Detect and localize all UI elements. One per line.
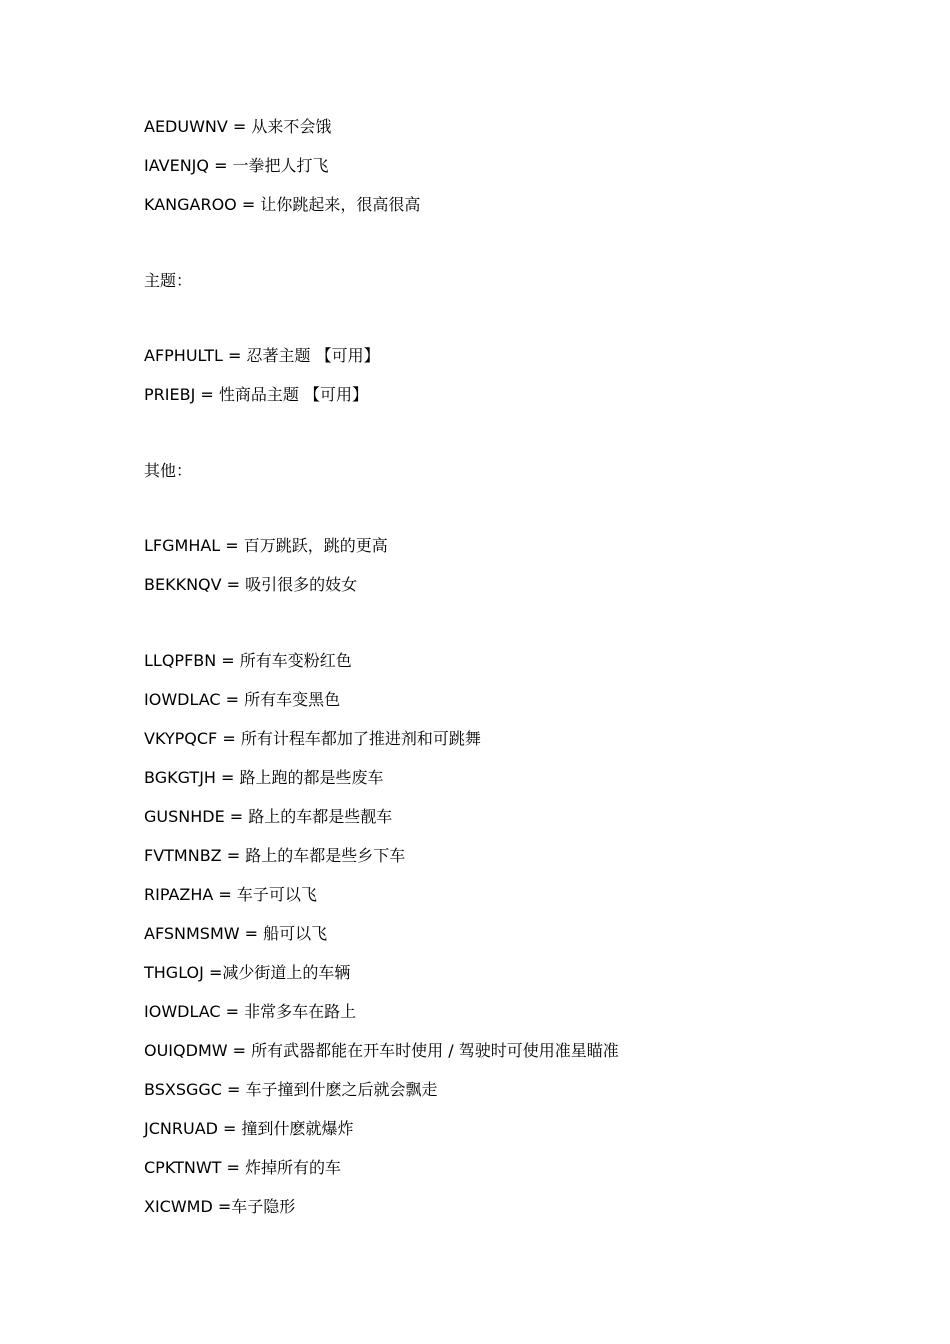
cheat-line-gusnhde: GUSNHDE = 路上的车都是些靓车 [144,807,393,826]
cheat-line-iavenjq: IAVENJQ = 一拳把人打飞 [144,156,329,175]
cheat-line-iowdlac-black: IOWDLAC = 所有车变黑色 [144,690,341,709]
cheat-line-cpktnwt: CPKTNWT = 炸掉所有的车 [144,1158,341,1177]
cheat-line-lfgmhal: LFGMHAL = 百万跳跃，跳的更高 [144,536,388,555]
cheat-line-afphultl: AFPHULTL = 忍著主题 【可用】 [144,346,380,365]
cheat-line-thgloj: THGLOJ =减少街道上的车辆 [144,963,351,982]
cheat-line-vkypqcf: VKYPQCF = 所有计程车都加了推进剂和可跳舞 [144,729,481,748]
section-heading-themes: 主题： [144,271,193,290]
cheat-line-afsnmsmw: AFSNMSMW = 船可以飞 [144,924,328,943]
cheat-line-bekknqv: BEKKNQV = 吸引很多的妓女 [144,575,358,594]
cheat-line-iowdlac-traffic: IOWDLAC = 非常多车在路上 [144,1002,357,1021]
cheat-line-ouiqdmw: OUIQDMW = 所有武器都能在开车时使用 / 驾驶时可使用准星瞄准 [144,1041,619,1060]
cheat-line-fvtmnbz: FVTMNBZ = 路上的车都是些乡下车 [144,846,406,865]
cheat-line-xicwmd: XICWMD =车子隐形 [144,1197,296,1216]
cheat-line-bsxsggc: BSXSGGC = 车子撞到什麽之后就会飘走 [144,1080,438,1099]
section-heading-other: 其他： [144,461,193,480]
cheat-line-jcnruad: JCNRUAD = 撞到什麽就爆炸 [144,1119,354,1138]
cheat-line-kangaroo: KANGAROO = 让你跳起来，很高很高 [144,195,421,214]
cheat-line-aeduwnv: AEDUWNV = 从来不会饿 [144,117,332,136]
cheat-line-llqpfbn: LLQPFBN = 所有车变粉红色 [144,651,352,670]
cheat-line-bgkgtjh: BGKGTJH = 路上跑的都是些废车 [144,768,384,787]
cheat-line-ripazha: RIPAZHA = 车子可以飞 [144,885,317,904]
cheat-line-priebj: PRIEBJ = 性商品主题 【可用】 [144,385,368,404]
